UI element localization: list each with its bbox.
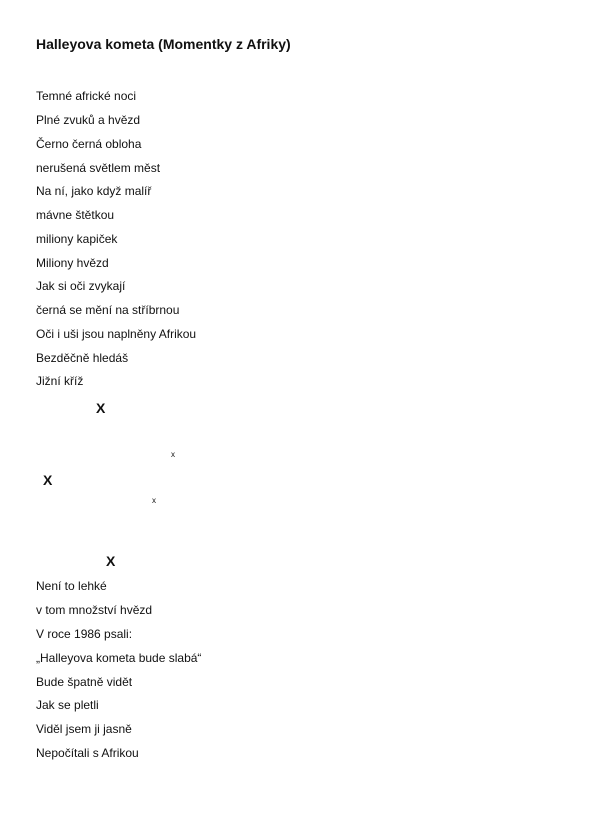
cross-star-mark: X [106,553,116,569]
poem-line: Bezděčně hledáš [36,351,129,365]
poem-line: Není to lehké [36,579,107,593]
poem-line: Temné africké noci [36,89,137,103]
poem-line: v tom množství hvězd [36,603,153,617]
cross-star-mark: x [171,450,175,459]
poem-line: Bude špatně vidět [36,675,133,689]
poem-line: Na ní, jako když malíř [36,184,152,198]
poem-line: Jižní kříž [36,374,84,388]
poem-line: nerušená světlem měst [36,161,161,175]
cross-star-mark: X [43,472,53,488]
poem-line: černá se mění na stříbrnou [36,303,180,317]
poem-line: Oči i uši jsou naplněny Afrikou [36,327,197,341]
poem-line: Černo černá obloha [36,137,142,151]
poem-line: Jak se pletli [36,698,99,712]
poem-line: miliony kapiček [36,232,118,246]
poem-title: Halleyova kometa (Momentky z Afriky) [36,36,291,52]
poem-line: „Halleyova kometa bude slabá“ [36,651,202,665]
poem-line: Viděl jsem ji jasně [36,722,132,736]
cross-star-mark: X [96,400,106,416]
poem-line: Jak si oči zvykají [36,279,126,293]
poem-line: V roce 1986 psali: [36,627,133,641]
cross-star-mark: x [152,496,156,505]
poem-line: mávne štětkou [36,208,115,222]
poem-line: Nepočítali s Afrikou [36,746,139,760]
poem-line: Miliony hvězd [36,256,109,270]
poem-line: Plné zvuků a hvězd [36,113,141,127]
